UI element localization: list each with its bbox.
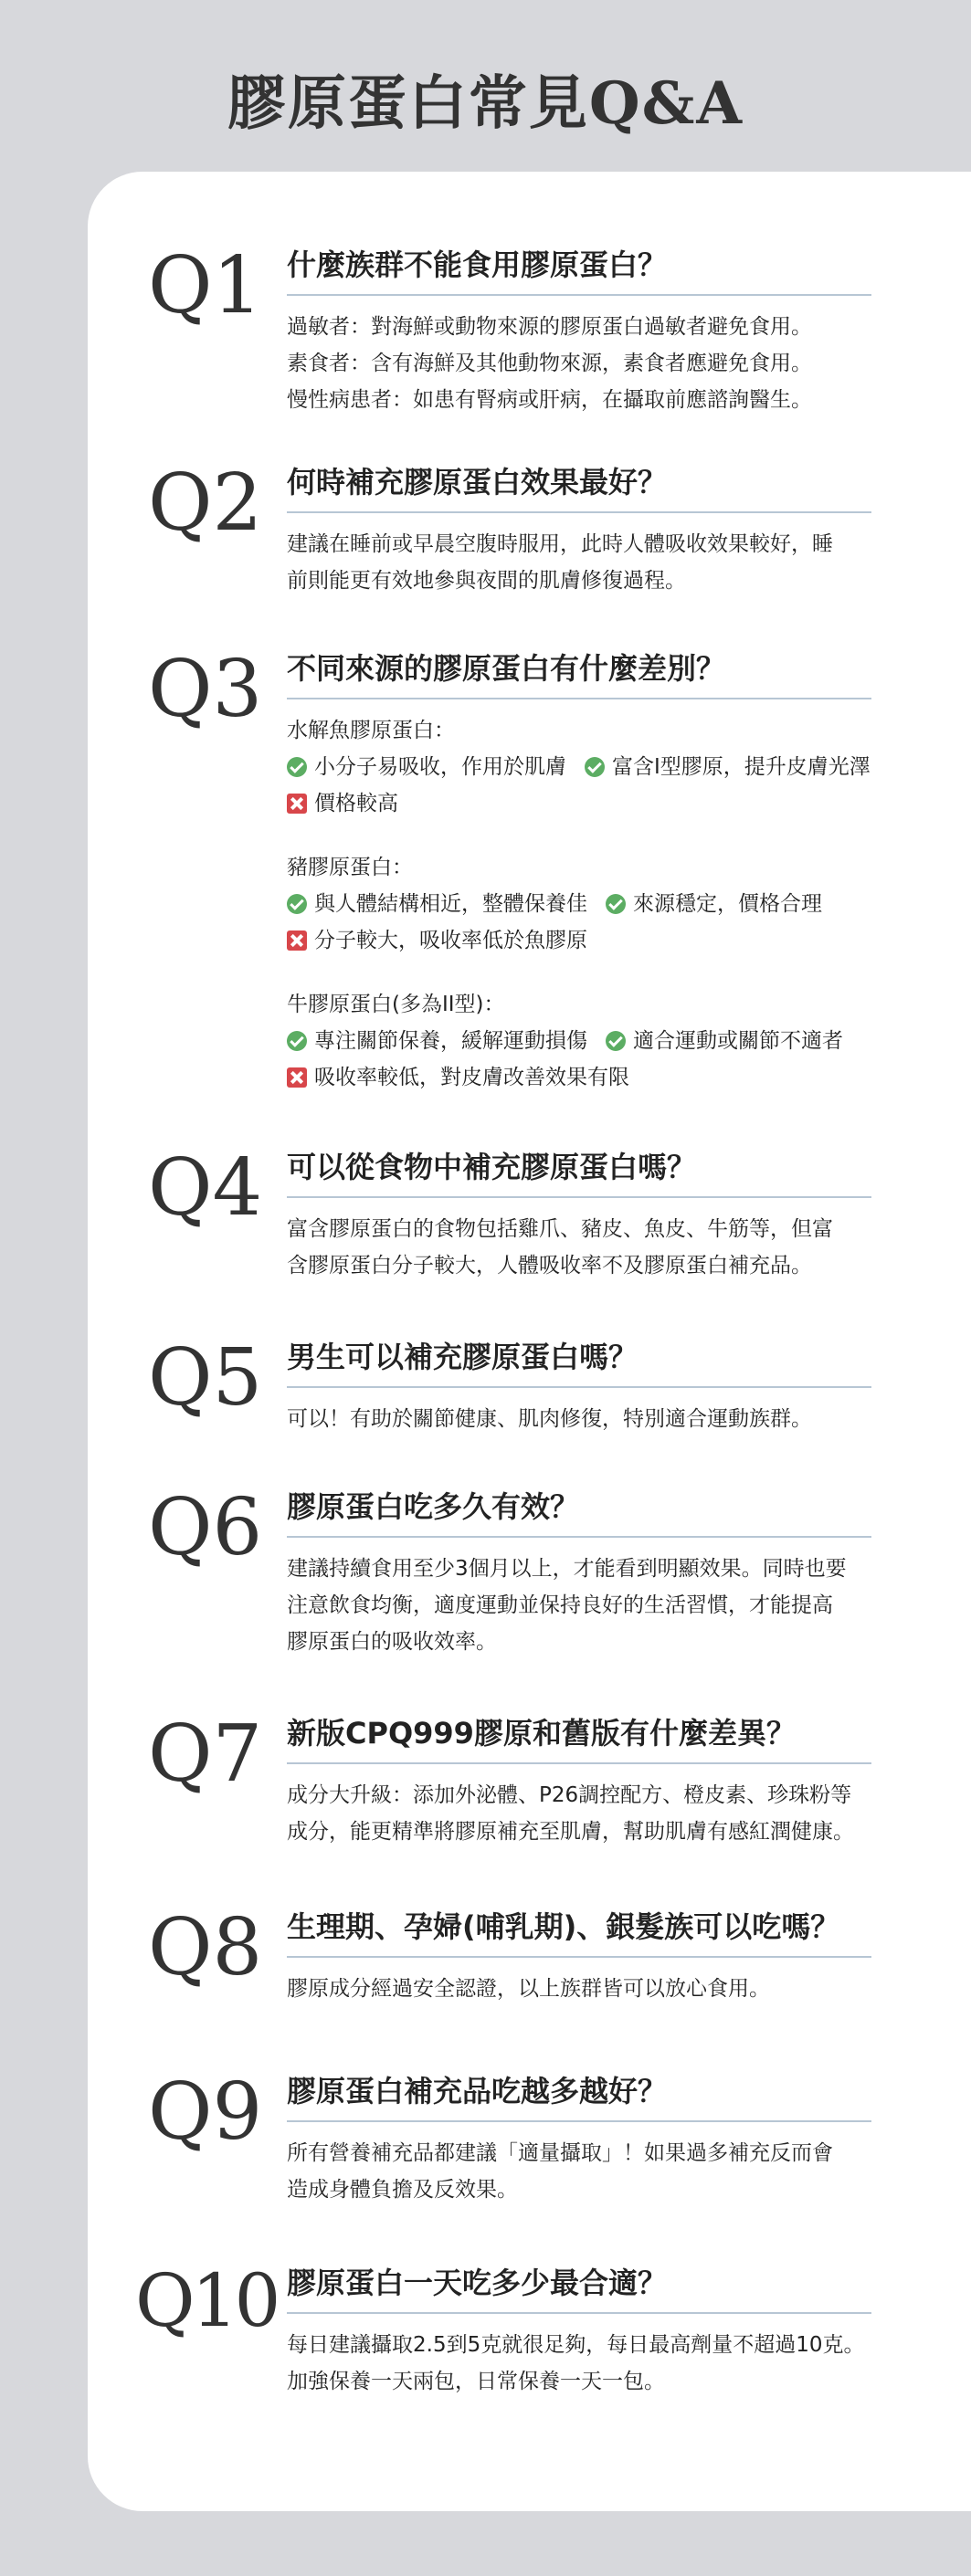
con-text: 分子較大，吸收率低於魚膠原: [314, 929, 587, 952]
source-group-fish: [287, 712, 871, 822]
question-title: 男生可以補充膠原蛋白嗎？: [287, 1337, 871, 1388]
answer-line: 建議在睡前或早晨空腹時服用，此時人體吸收效果較好，睡: [287, 532, 833, 556]
pro-text: 與人體結構相近，整體保養佳: [314, 892, 587, 916]
pro-text: 小分子易吸收，作用於肌膚: [314, 755, 566, 779]
question-number: Q9: [148, 2066, 263, 2158]
question-number: Q4: [148, 1142, 263, 1234]
check-circle-icon: [606, 894, 626, 914]
pros-row: [287, 886, 871, 922]
answer-text: [287, 1777, 871, 1850]
faq-body: [287, 462, 871, 599]
faq-body: [287, 1907, 871, 2007]
question-title: 可以從食物中補充膠原蛋白嗎？: [287, 1147, 871, 1198]
source-group-pig: [287, 849, 871, 959]
answer-text: [287, 2135, 871, 2208]
answer-line: 過敏者：對海鮮或動物來源的膠原蛋白過敏者避免食用。: [287, 315, 812, 339]
question-title: 膠原蛋白吃多久有效？: [287, 1487, 871, 1538]
cons-row: [287, 785, 871, 822]
question-number: Q8: [148, 1902, 263, 1993]
check-circle-icon: [287, 894, 307, 914]
question-title: 不同來源的膠原蛋白有什麼差別？: [287, 648, 871, 699]
pro-text: 來源穩定，價格合理: [633, 892, 822, 916]
answer-line: 每日建議攝取2.5到5克就很足夠，每日最高劑量不超過10克。: [287, 2333, 865, 2357]
answer-text: [287, 526, 871, 599]
page-title: 膠原蛋白常見Q&A: [227, 69, 744, 138]
faq-body: [287, 648, 871, 1096]
check-circle-icon: [606, 1031, 626, 1051]
answer-line: 建議持續食用至少3個月以上，才能看到明顯效果。同時也要: [287, 1557, 847, 1581]
answer-text: [287, 1401, 871, 1437]
question-number: Q7: [148, 1709, 263, 1800]
answer-line: 加強保養一天兩包，日常保養一天一包。: [287, 2370, 665, 2393]
answer-line: 素食者：含有海鮮及其他動物來源，素食者應避免食用。: [287, 352, 812, 375]
question-number: Q5: [148, 1332, 263, 1424]
cross-square-icon: [287, 794, 307, 814]
question-number: Q10: [135, 2258, 278, 2343]
pros-row: [287, 749, 871, 785]
group-label: 牛膠原蛋白(多為II型)：: [287, 993, 505, 1016]
cons-row: [287, 922, 871, 959]
faq-body: [287, 2071, 871, 2208]
faq-body: [287, 1487, 871, 1660]
question-title: 膠原蛋白補充品吃越多越好？: [287, 2071, 871, 2122]
answer-text: [287, 712, 871, 1096]
question-number: Q1: [148, 240, 263, 331]
source-group-bovine: [287, 986, 871, 1096]
question-title: 何時補充膠原蛋白效果最好？: [287, 462, 871, 513]
question-title: 什麼族群不能食用膠原蛋白？: [287, 245, 871, 296]
faq-body: [287, 245, 871, 418]
answer-line: 慢性病患者：如患有腎病或肝病，在攝取前應諮詢醫生。: [287, 388, 812, 412]
check-circle-icon: [287, 757, 307, 777]
group-label: 水解魚膠原蛋白：: [287, 719, 455, 742]
answer-line: 膠原蛋白的吸收效率。: [287, 1630, 497, 1654]
answer-text: [287, 1211, 871, 1284]
pro-text: 適合運動或關節不適者: [633, 1029, 843, 1053]
con-text: 吸收率較低，對皮膚改善效果有限: [314, 1066, 629, 1089]
question-number: Q6: [148, 1482, 263, 1573]
check-circle-icon: [585, 757, 605, 777]
group-label: 豬膠原蛋白：: [287, 856, 413, 879]
check-circle-icon: [287, 1031, 307, 1051]
answer-text: [287, 1971, 871, 2007]
answer-line: 富含膠原蛋白的食物包括雞爪、豬皮、魚皮、牛筋等，但富: [287, 1217, 833, 1241]
cons-row: [287, 1059, 871, 1096]
pro-text: 專注關節保養，緩解運動損傷: [314, 1029, 587, 1053]
answer-line: 成分，能更精準將膠原補充至肌膚，幫助肌膚有感紅潤健康。: [287, 1820, 854, 1844]
answer-text: [287, 1551, 871, 1660]
answer-line: 含膠原蛋白分子較大，人體吸收率不及膠原蛋白補充品。: [287, 1254, 812, 1277]
faq-card: [88, 172, 971, 2511]
answer-line: 所有營養補充品都建議「適量攝取」！如果過多補充反而會: [287, 2141, 833, 2165]
answer-line: 注意飲食均衡，適度運動並保持良好的生活習慣，才能提高: [287, 1593, 833, 1617]
question-title: 生理期、孕婦(哺乳期)、銀髮族可以吃嗎？: [287, 1907, 871, 1958]
faq-body: [287, 1147, 871, 1284]
answer-line: 可以！有助於關節健康、肌肉修復，特別適合運動族群。: [287, 1407, 812, 1431]
answer-text: [287, 309, 871, 418]
answer-line: 造成身體負擔及反效果。: [287, 2178, 518, 2202]
cross-square-icon: [287, 1067, 307, 1088]
faq-body: [287, 2263, 871, 2400]
faq-body: [287, 1713, 871, 1850]
con-text: 價格較高: [314, 792, 398, 815]
answer-line: 前則能更有效地參與夜間的肌膚修復過程。: [287, 569, 686, 593]
answer-line: 膠原成分經過安全認證，以上族群皆可以放心食用。: [287, 1977, 770, 2001]
answer-line: 成分大升級：添加外泌體、P26調控配方、橙皮素、珍珠粉等: [287, 1783, 852, 1807]
pro-text: 富含I型膠原，提升皮膚光澤: [612, 755, 871, 779]
question-number: Q3: [148, 644, 263, 735]
faq-body: [287, 1337, 871, 1437]
question-number: Q2: [148, 457, 263, 549]
answer-text: [287, 2327, 871, 2400]
question-title: 膠原蛋白一天吃多少最合適？: [287, 2263, 871, 2314]
pros-row: [287, 1023, 871, 1059]
question-title: 新版CPQ999膠原和舊版有什麼差異？: [287, 1713, 871, 1764]
cross-square-icon: [287, 931, 307, 951]
